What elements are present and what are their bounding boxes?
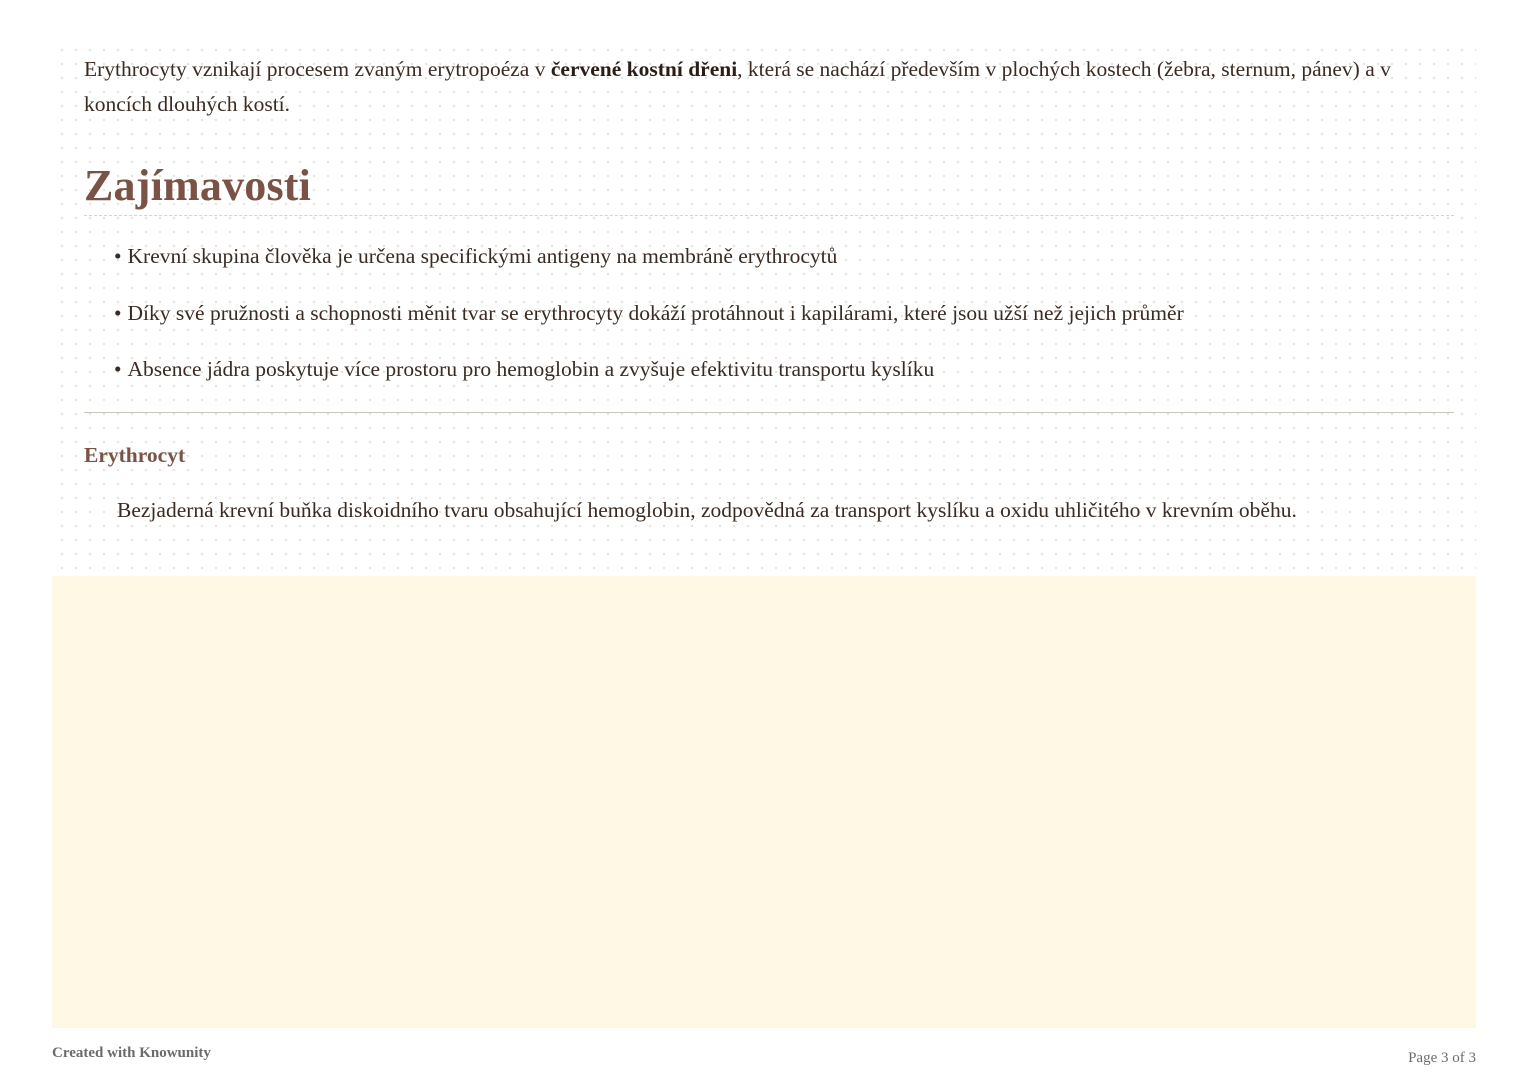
list-item-text: Díky své pružnosti a schopnosti měnit tvar se erythrocyty dokáží protáhnout i kapilárami, které jsou užší než jejich průměr xyxy=(127,300,1184,325)
page-number: Page 3 of 3 xyxy=(1408,1050,1476,1066)
bullet-icon: • xyxy=(114,300,122,325)
glossary-term: Erythrocyt xyxy=(84,443,186,467)
list-item xyxy=(114,238,1454,274)
facts-list xyxy=(114,238,1454,408)
bullet-icon: • xyxy=(114,357,122,381)
list-item-text: Krevní skupina člověka je určena specifickými antigeny na membráně erythrocytů xyxy=(127,244,838,268)
glossary-definition: Bezjaderná krevní buňka diskoidního tvaru obsahující hemoglobin, zodpovědná za transport kyslíku a oxidu uhličitého v krevním oběhu. xyxy=(117,498,1297,522)
intro-bold-term: červené kostní dřeni xyxy=(550,57,738,81)
intro-text-before: Erythrocyty vznikají procesem zvaným erytropoéza v xyxy=(84,57,551,81)
footer-credit: Created with Knowunity xyxy=(52,1045,211,1061)
section-heading: Zajímavosti xyxy=(84,161,312,210)
bullet-icon: • xyxy=(114,244,122,268)
list-item xyxy=(114,351,1454,387)
intro-text-after: , která se nachází především v plochých kostech (žebra, sternum, pánev) a v koncích dlouhých kostí. xyxy=(84,57,1391,116)
section-divider xyxy=(84,412,1454,413)
list-item-text: Absence jádra poskytuje více prostoru pro hemoglobin a zvyšuje efektivitu transportu kyslíku xyxy=(127,357,935,381)
note-sheet xyxy=(52,40,1476,576)
heading-dashed-rule xyxy=(84,215,1454,216)
list-item xyxy=(114,295,1454,331)
intro-paragraph xyxy=(84,52,1454,122)
blank-cream-panel xyxy=(52,576,1476,1028)
